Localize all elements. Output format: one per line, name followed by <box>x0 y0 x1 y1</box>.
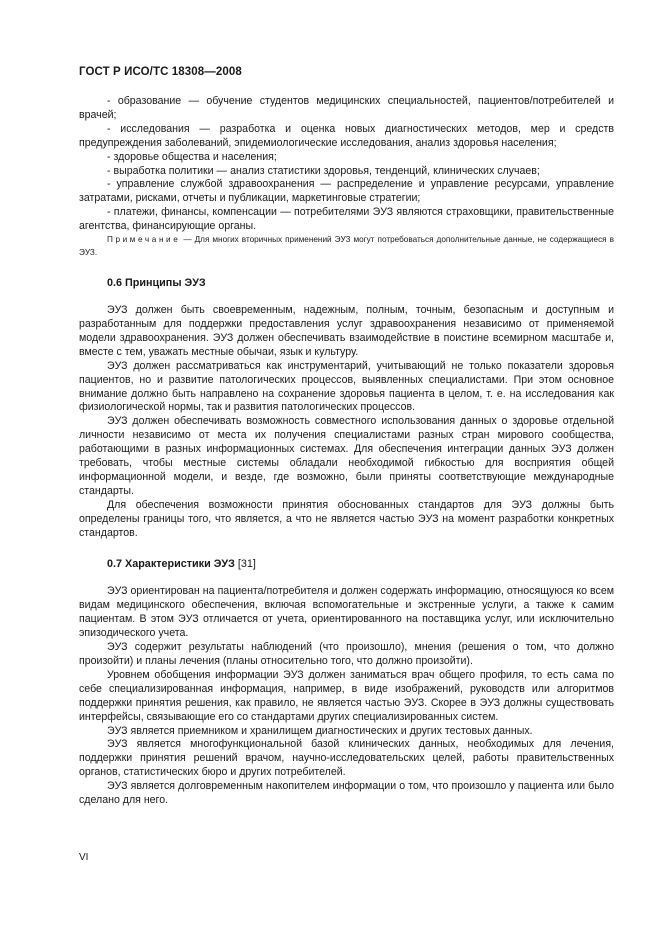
section-heading-text: 0.7 Характеристики ЭУЗ <box>107 558 235 571</box>
note-text: — Для многих вторичных применений ЭУЗ могут потребоваться дополнительные данные, не содержащиеся в ЭУЗ. <box>79 235 614 257</box>
paragraph: ЭУЗ является приемником и хранилищем диагностических и других тестовых данных. <box>107 724 533 737</box>
paragraph: ЭУЗ должен быть своевременным, надежным, полным, точным, безопасным и доступным и разработанным для поддержки предоставления услуг здравоохранения независимо от применяемой модели здравоохранения. ЭУЗ должен обеспечивать взаимодействие в поистине всемирном масштабе и, вместе с тем, уважать местные обычаи, язык и культуру. <box>79 304 614 358</box>
paragraph: Для обеспечения возможности принятия обоснованных стандартов для ЭУЗ должны быть определены границы того, что является, а что не является частью ЭУЗ на момент разработки конкретных стандартов. <box>79 498 614 539</box>
paragraph: ЭУЗ является долговременным накопителем информации о том, что произошло у пациента или было сделано для него. <box>79 780 614 807</box>
paragraph: ЭУЗ должен обеспечивать возможность совместного использования данных о здоровье отдельной личности независимо от места их получения специалистами разных стран мирового сообщества, работающими в разных информационных системах. Для обеспечения интеграции данных ЭУЗ должен требовать, чтобы местные системы обладали необходимой гибкостью для восприятия общей информационной модели, и везде, где возможно, были приняты соответствующие международные стандарты. <box>79 415 614 497</box>
document-body <box>79 95 614 808</box>
paragraph: Уровнем обобщения информации ЭУЗ должен заниматься врач общего профиля, то есть сама по себе специализированная информация, например, в виде изображений, руководств или алгоритмов поддержки принятия решения, как правило, не является частью ЭУЗ. Скорее в ЭУЗ должны существовать интерфейсы, связывающие его со стандартами других специализированных систем. <box>79 668 614 723</box>
list-item: - выработка политики — анализ статистики здоровья, тенденций, клинических случаев; <box>107 164 540 177</box>
note-label: Примечание <box>107 235 181 245</box>
page-number: VI <box>79 852 89 863</box>
paragraph: ЭУЗ ориентирован на пациента/потребителя и должен содержать информацию, относящуюся ко всем видам медицинского обеспечения, включая вспомогательные и экстренные услуги, а также к самим пациентам. В этом ЭУЗ отличается от учета, ориентированного на поставщика услуг, или исключительно эпизодического учета. <box>79 585 614 640</box>
section-heading-0-7 <box>79 557 614 571</box>
list-item: - исследования — разработка и оценка новых диагностических методов, мер и средств предупреждения заболеваний, эпидемиологические исследования, анализ здоровья населения; <box>79 122 614 149</box>
paragraph: ЭУЗ является многофункциональной базой клинических данных, необходимых для лечения, поддержки принятия решений врачом, научно-исследовательских целей, работы правительственных органов, статистических бюро и других потребителей. <box>79 738 614 779</box>
page-header: ГОСТ Р ИСО/ТС 18308—2008 <box>79 66 242 78</box>
note <box>79 234 614 259</box>
list-item: - образование — обучение студентов медицинских специальностей, пациентов/потребителей и врачей; <box>79 95 614 121</box>
paragraph: ЭУЗ должен рассматриваться как инструментарий, учитывающий не только показатели здоровья пациентов, но и развитие патологических процессов, выявленных специалистами. При этом основное внимание должно быть направлено на сохранение здоровья пациента в целом, т. е. на исследования как физиологической нормы, так и развития патологических процессов. <box>79 359 614 414</box>
list-item: - здоровье общества и населения; <box>107 150 277 163</box>
section-heading-0-6: 0.6 Принципы ЭУЗ <box>107 277 206 290</box>
reference-link[interactable]: [31] <box>237 558 256 571</box>
paragraph: ЭУЗ содержит результаты наблюдений (что произошло), мнения (решения о том, что должно произойти) и планы лечения (планы относительно того, что должно произойти). <box>79 641 614 667</box>
list-item: - управление службой здравоохранения — распределение и управление ресурсами, управление затратами, рисками, отчеты и публикации, маркетинговые стратегии; <box>79 178 614 205</box>
list-item: - платежи, финансы, компенсации — потребителями ЭУЗ являются страховщики, правительственные агентства, финансирующие органы. <box>79 206 614 233</box>
